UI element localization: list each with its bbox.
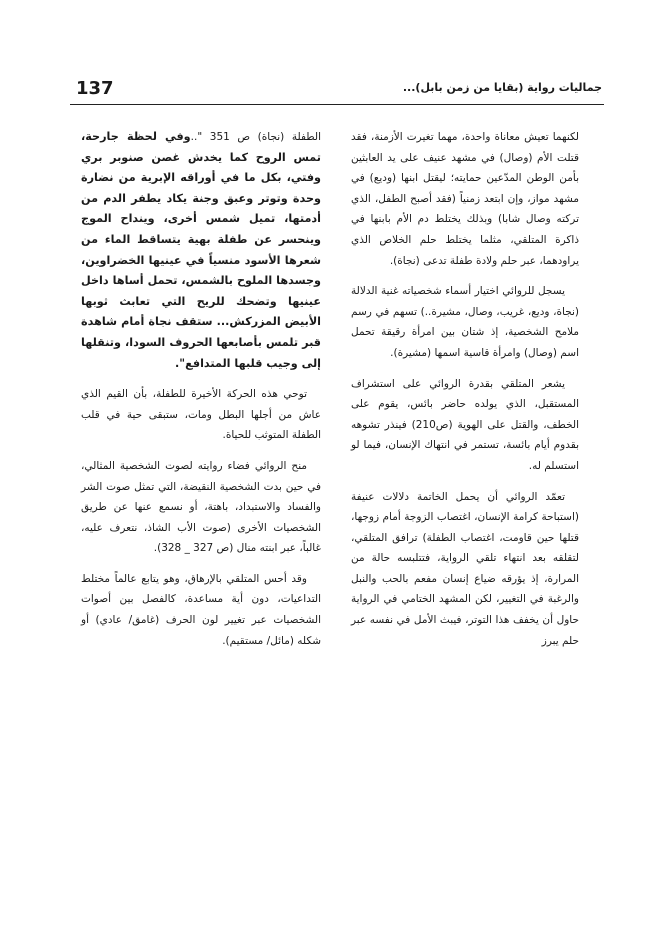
left-column [81, 127, 321, 661]
paragraph: تعمّد الروائي أن يحمل الخاتمة دلالات عنيفة (استباحة كرامة الإنسان، اغتصاب الزوجة أمام زوجها، قتلها حين قاومت، اغتصاب الطفلة) ترافق المتلقي، لتقلقه بعد انتهاء تلقي الرواية، فتتلبسه حالة من المرارة، إذ يؤرقه ضياع إنسان مفعم بالحب والنبل والرغبة في التغيير، لكن المشهد الختامي في الرواية حاول أن يخفف هذا التوتر، فيبث الأمل في نفسه عبر حلم يبرز [351, 490, 579, 647]
paragraph: وقد أحس المتلقي بالإرهاق، وهو يتابع عالماً مختلط التداعيات، دون أية مساعدة، كالفصل بين أصوات الشخصيات عبر تغيير لون الحرف (غامق/ عادي) أو شكله (مائل/ مستقيم). [81, 572, 321, 647]
page-number: 137 [76, 78, 114, 99]
paragraph: لكنهما تعيش معاناة واحدة، مهما تغيرت الأزمنة، فقد قتلت الأم (وصال) في مشهد عنيف على يد العابثين بأمن الوطن المدّعين حمايته؛ ليقتل ابنها (وديع) في مشهد مواز، وإن ابتعد زمنياً (فقد أصبح الطفل، الذي تركته وصال شابا) وبذلك يختلط دم الأم بابنها في ذاكرة المتلقي، مثلما يختلط حلم الخلاص الذي يراودهما، عبر حلم ولادة طفلة تدعى (نجاة). [351, 131, 579, 267]
quote-intro: الطفلة (نجاة) ص 351 ".. [190, 131, 322, 143]
paragraph: يسجل للروائي اختيار أسماء شخصياته غنية الدلالة (نجاة، وديع، غريب، وصال، مشيرة..) تسهم في رسم ملامح الشخصية، إذ شتان بين امرأة رقيقة تحمل اسم (وصال) وامرأة قاسية اسمها (مشيرة). [351, 285, 579, 359]
paragraph: توحي هذه الحركة الأخيرة للطفلة، بأن القيم الذي عاش من أجلها البطل ومات، ستبقى حية في قلب الطفلة المتوثب للحياة. [81, 388, 321, 442]
running-header [70, 76, 604, 102]
running-title: جماليات رواية (بقايا من زمن بابل)... [402, 81, 602, 94]
quote-paragraph [81, 127, 321, 374]
right-column [351, 127, 579, 661]
paragraph: منح الروائي فضاء روايته لصوت الشخصية المثالي، في حين بدت الشخصية النقيضة، التي تمثل صوت الشر والفساد والاستبداد، باهتة، أو نسمع عنها عن طريق الشخصيات الأخرى (صوت الأب الشاذ، نتعرف عليه، غالباً، عبر ابنته منال (ص 327 _ 328). [81, 459, 321, 555]
header-rule [70, 104, 604, 105]
paragraph: يشعر المتلقي بقدرة الروائي على استشراف المستقبل، الذي يولده حاضر بائس، يقوم على الخطف، والقتل على الهوية (ص210) فينذر تشوهه بقدوم أيام بائسة، تستمر في انتهاك الإنسان، فيما لو استسلم له. [351, 377, 580, 472]
bold-quote: وفي لحظة جارحة، تمس الروح كما يخدش غصن صنوبر بري وفتي، بكل ما في أوراقه الإبرية من نضارة وحدة وتوتر وعبق وجنة يكاد يطفر الدم من أدمتها، تميل شمس أخرى، وينداح الموج وينحسر عن طفلة بهية يتساقط الماء من شعرها الأسود منسياً في عينيها الخضراوين، وجسدها الملوح بالشمس، تحمل أساها داخل عينيها وتضحك للريح التي تعابث ثوبها الأبيض المزركش... ستقف نجاة أمام شاهدة قبر تلمس بأصابعها الحروف السودا، وتنقلها إلى وجيب قلبها المتدافع". [81, 130, 321, 370]
